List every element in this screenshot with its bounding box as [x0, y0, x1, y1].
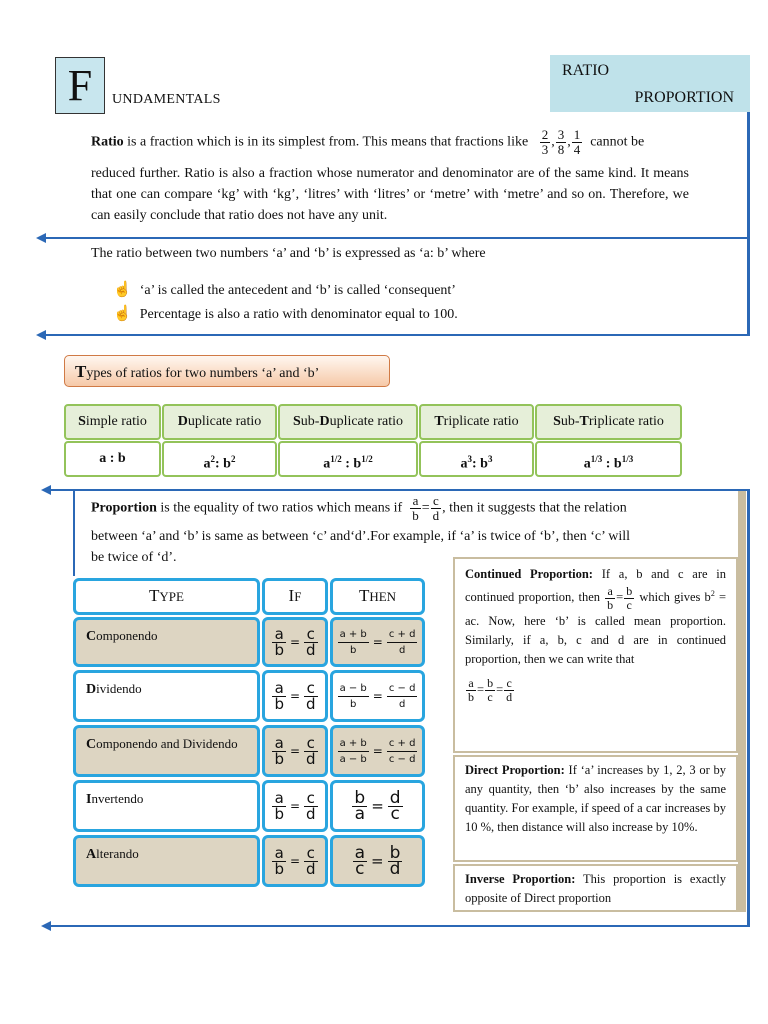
ratio-value-simple: a : b: [64, 441, 161, 477]
continued-proportion-box: Continued Proportion: If a, b and c are in continued proportion, then $\frac{a}{b}$ = $\frac{b}{c}$ which gives $b^2$ = ac. Now, here ‘b’ is called mean proportion. Similarly, if a, b, c and d are in continued proportion, then we can write that $\frac{a}{b}$ = $\frac{b}{c}$ = $\frac{c}{d}$: [453, 557, 738, 753]
bullet-item: ☝ ‘a’ is called the antecedent and ‘b’ is called ‘consequent’: [113, 282, 456, 298]
if-formula: $\frac{a}{b}$ = $\frac{c}{d}$: [262, 725, 328, 777]
ratio-intro: Ratio is a fraction which is in its simplest from. This means that fractions like $\frac{2}{3}$ , $\frac{3}{8}$ , $\frac{1}{4}$ cannot be reduced further. Ratio is also a fraction whose numerator and denominator are of the same kind. It means that one can compare ‘kg’ with ‘kg’, ‘litres’ with ‘litres’ or ‘metre’ with ‘metre’ and so on. Therefore, we can easily conclude that ratio does not have any unit.: [91, 128, 689, 226]
ratio-value-subtriplicate: $a^{1/3}$ : $b^{1/3}$: [535, 441, 682, 477]
table-row-componendo-dividendo: Componendo and Dividendo: [73, 725, 260, 777]
bullet-item: ☝ Percentage is also a ratio with denominator equal to 100.: [113, 306, 458, 322]
ratio-intro-rest: reduced further. Ratio is also a fraction whose numerator and denominator are of the same kind. It means that one can compare ‘kg’ with ‘kg’, ‘litres’ with ‘litres’ or ‘metre’ with ‘metre’ and so on. Therefore, we can easily conclude that ratio does not have any unit.: [91, 166, 689, 223]
fraction-c-d: $\frac{c}{d}$: [432, 493, 440, 523]
frame-left-lower: [73, 491, 75, 576]
header-letter: F: [67, 61, 93, 110]
topic-box: [550, 55, 750, 112]
table-row-invertendo: Invertendo: [73, 780, 260, 832]
fraction-1-4: $\frac{1}{4}$: [573, 127, 581, 157]
proportion-definition: Proportion is the equality of two ratios which means if $\frac{a}{b}$ = $\frac{c}{d}$ , then it suggests that the relation between ‘a’ and ‘b’ is same as between ‘c’ and‘d’.For example, if ‘a’ is twice of ‘b’, then ‘c’ will be twice of ‘d’.: [91, 493, 631, 565]
table-head-if: IF: [262, 578, 328, 615]
arrow-left-icon: [41, 921, 51, 931]
ratio-head-simple: Simple ratio: [64, 404, 161, 440]
table-row-dividendo: Dividendo: [73, 670, 260, 722]
table-head-type: TYPE: [73, 578, 260, 615]
proportion-term: Proportion: [91, 500, 157, 516]
ratio-value-subduplicate: $a^{1/2}$ : $b^{1/2}$: [278, 441, 418, 477]
ratio-expression: The ratio between two numbers ‘a’ and ‘b’ is expressed as ‘a: b’ where: [91, 246, 486, 261]
frame-divider-3: [50, 489, 750, 491]
table-head-then: THEN: [330, 578, 425, 615]
then-formula: $\frac{a}{c}$ = $\frac{b}{d}$: [330, 835, 425, 887]
frame-divider-2: [45, 334, 750, 336]
arrow-left-icon: [41, 485, 51, 495]
fraction-a-b: $\frac{a}{b}$: [412, 493, 419, 523]
frame-right-upper: [747, 112, 750, 336]
if-formula: $\frac{a}{b}$ = $\frac{c}{d}$: [262, 617, 328, 667]
ratio-head-duplicate: Duplicate ratio: [162, 404, 277, 440]
pointing-hand-icon: ☝: [113, 282, 132, 298]
ratio-value-triplicate: $a^3$: $b^3$: [419, 441, 534, 477]
ratio-head-subtriplicate: Sub-Triplicate ratio: [535, 404, 682, 440]
table-row-alterando: Alterando: [73, 835, 260, 887]
bullet-list: [113, 280, 713, 325]
topic-line-2: PROPORTION: [634, 89, 734, 106]
arrow-left-icon: [36, 330, 46, 340]
continued-formula: $\frac{a}{b}$ = $\frac{b}{c}$ = $\frac{c}{d}$: [468, 675, 513, 704]
arrow-left-icon: [36, 233, 46, 243]
fraction-a-b: $\frac{a}{b}$: [607, 583, 614, 612]
if-formula: $\frac{a}{b}$ = $\frac{c}{d}$: [262, 670, 328, 722]
header-letter-box: [55, 57, 105, 114]
if-formula: $\frac{a}{b}$ = $\frac{c}{d}$: [262, 780, 328, 832]
then-formula: $\frac{a + b}{a - b}$ = $\frac{c + d}{c - d}$: [330, 725, 425, 777]
then-formula: $\frac{a - b}{b}$ = $\frac{c - d}{d}$: [330, 670, 425, 722]
then-formula: $\frac{b}{a}$ = $\frac{d}{c}$: [330, 780, 425, 832]
inverse-proportion-box: Inverse Proportion: This proportion is exactly opposite of Direct proportion: [453, 864, 738, 912]
if-formula: $\frac{a}{b}$ = $\frac{c}{d}$: [262, 835, 328, 887]
pointing-hand-icon: ☝: [113, 306, 132, 322]
frame-divider-bottom: [50, 925, 750, 927]
ratio-head-subduplicate: Sub-Duplicate ratio: [278, 404, 418, 440]
types-of-ratios-title: Types of ratios for two numbers ‘a’ and ‘b’: [64, 355, 390, 387]
topic-line-1: RATIO: [562, 62, 610, 79]
ratio-head-triplicate: Triplicate ratio: [419, 404, 534, 440]
table-row-componendo: Componendo: [73, 617, 260, 667]
ratio-value-duplicate: $a^2$: $b^2$: [162, 441, 277, 477]
frame-right-lower: [747, 489, 750, 926]
side-panel-border: [738, 491, 746, 912]
fraction-2-3: $\frac{2}{3}$: [541, 127, 549, 157]
header-title: UNDAMENTALS: [112, 92, 221, 107]
fraction-b-c: $\frac{b}{c}$: [626, 583, 633, 612]
ratio-term: Ratio: [91, 134, 124, 150]
fraction-3-8: $\frac{3}{8}$: [557, 127, 565, 157]
direct-proportion-box: Direct Proportion: If ‘a’ increases by 1, 2, 3 or by any quantity, then ‘b’ also increases by the same quantity. For example, if speed of a car increases by 10 %, then distance will also increase by 10%.: [453, 755, 738, 862]
frame-divider-1: [45, 237, 750, 239]
then-formula: $\frac{a + b}{b}$ = $\frac{c + d}{d}$: [330, 617, 425, 667]
